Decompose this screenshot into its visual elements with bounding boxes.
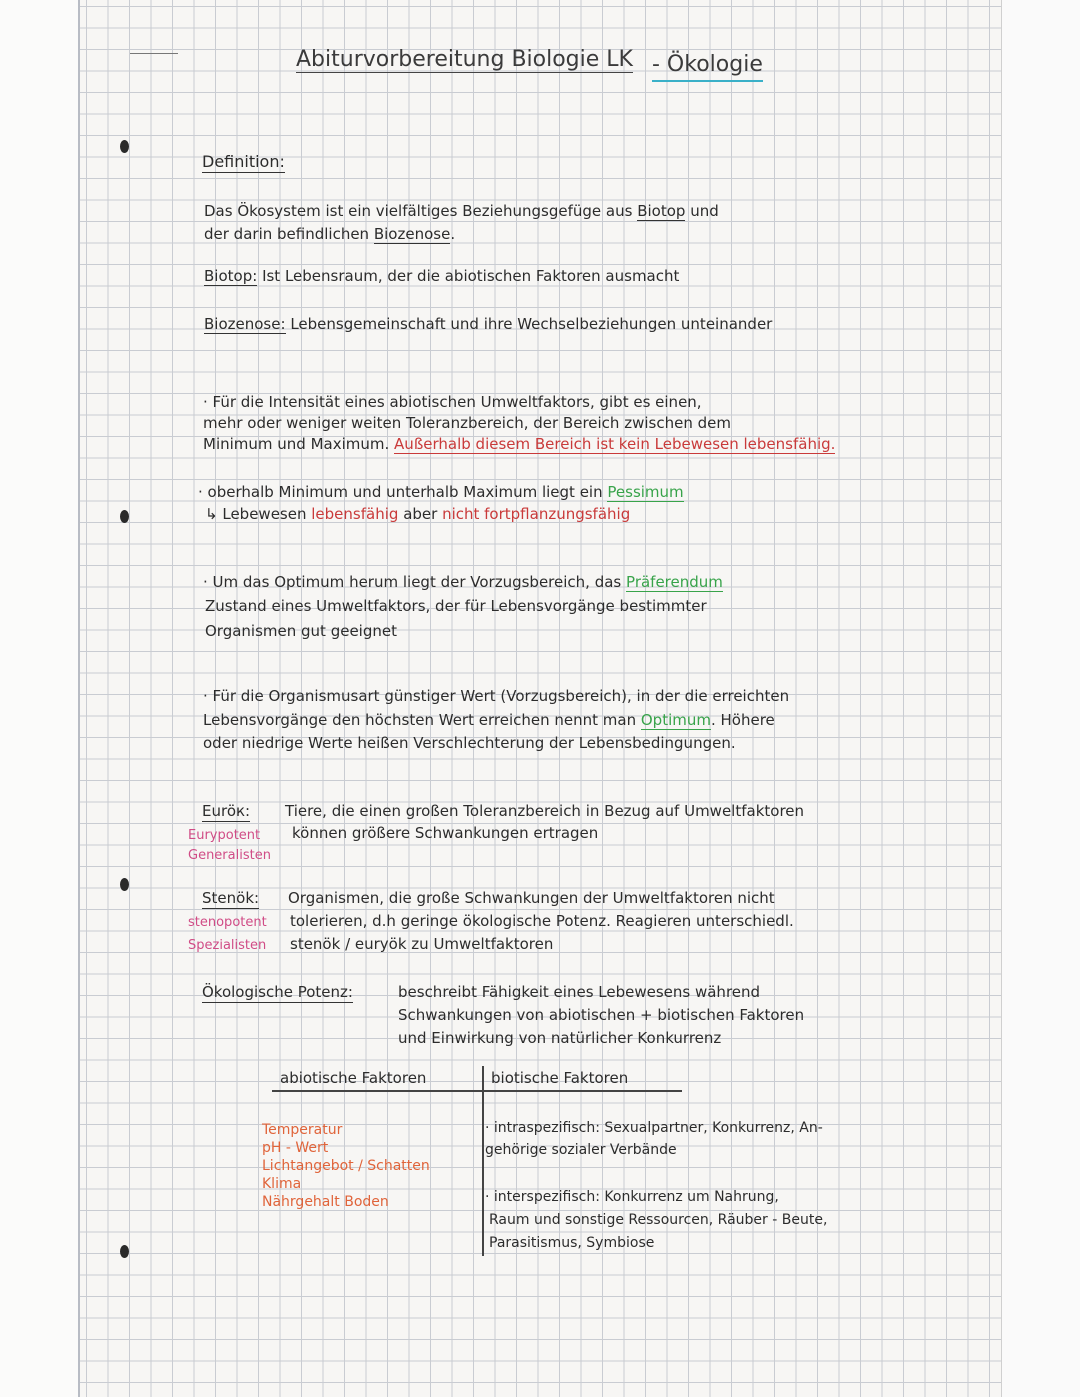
abiotic-item: Temperatur (262, 1122, 343, 1138)
table-header-biotic: biotische Faktoren (491, 1069, 629, 1087)
label-eurypotent: Eurypotent (188, 828, 261, 843)
term-optimum: Optimum (640, 711, 711, 729)
abiotic-item: Nährgehalt Boden (262, 1194, 389, 1210)
term-praeferendum: Präferendum (626, 573, 723, 591)
abiotic-item: Klima (262, 1176, 302, 1192)
potenz-line-3: und Einwirkung von natürlicher Konkurrenz (398, 1029, 722, 1047)
biotic-inter-line-2: Raum und sonstige Ressourcen, Räuber - Beute, (489, 1212, 828, 1228)
toleranz-line-1: · Für die Intensität eines abiotischen Umweltfaktors, gibt es einen, (203, 393, 702, 411)
optimum-line-2: Lebensvorgänge den höchsten Wert erreichen nennt man Optimum. Höhere (203, 711, 775, 729)
praeferendum-line-2: Zustand eines Umweltfaktors, der für Lebensvorgänge bestimmter (205, 597, 707, 615)
stenoek-line-3: stenök / euryök zu Umweltfaktoren (290, 935, 554, 953)
term-biotop: Biotop (637, 202, 686, 220)
praeferendum-line-3: Organismen gut geeignet (205, 622, 397, 640)
table-divider (482, 1066, 484, 1256)
abiotic-item: pH - Wert (262, 1140, 329, 1156)
term-stenoek: Stenök: (202, 889, 260, 907)
table-header-abiotic: abiotische Faktoren (280, 1069, 427, 1087)
term-euryoek: Euröк: (202, 802, 251, 820)
punch-hole (120, 1245, 129, 1258)
optimum-line-1: · Für die Organismusart günstiger Wert (Vorzugsbereich), in der die erreichten (203, 687, 790, 705)
definition-line-2: der darin befindlichen Biozenose. (204, 225, 456, 243)
optimum-line-3: oder niedrige Werte heißen Verschlechterung der Lebensbedingungen. (203, 734, 736, 752)
table-header-rule (272, 1090, 682, 1092)
term-pessimum: Pessimum (607, 483, 684, 501)
abiotic-item: Lichtangebot / Schatten (262, 1158, 430, 1174)
label-stenopotent: stenopotent (188, 915, 267, 930)
term-biozenose: Biozenose (373, 225, 451, 243)
biotic-intra-line-1: · intraspezifisch: Sexualpartner, Konkurrenz, An- (485, 1120, 823, 1136)
page-title-accent: - Ökologie (652, 52, 763, 82)
margin-line (78, 0, 80, 1397)
page-right-edge (1001, 0, 1080, 1397)
page-left-strip (0, 0, 78, 1397)
punch-hole (120, 878, 129, 891)
pessimum-line-2: ↳ Lebewesen lebensfähig aber nicht fortpflanzungsfähig (205, 505, 631, 523)
biotic-inter-line-3: Parasitismus, Symbiose (489, 1235, 655, 1251)
praeferendum-line-1: · Um das Optimum herum liegt der Vorzugsbereich, das Präferendum (203, 573, 723, 591)
page-title: Abiturvorbereitung Biologie LK (296, 47, 633, 72)
stenoek-line-1: Organismen, die große Schwankungen der Umweltfaktoren nicht (288, 889, 775, 907)
top-dash (130, 53, 178, 54)
biozenose-definition: Biozenose: Lebensgemeinschaft und ihre Wechselbeziehungen unteinander (204, 315, 773, 333)
biotic-inter-line-1: · interspezifisch: Konkurrenz um Nahrung, (485, 1189, 779, 1205)
euryoek-line-2: können größere Schwankungen ertragen (292, 824, 599, 842)
definition-line-1: Das Ökosystem ist ein vielfältiges Beziehungsgefüge aus Biotop und (204, 202, 719, 220)
biotop-definition: Biotop: Ist Lebensraum, der die abiotischen Faktoren ausmacht (204, 267, 680, 285)
toleranz-line-2: mehr oder weniger weiten Toleranzbereich, der Bereich zwischen dem (203, 414, 731, 432)
label-generalisten: Generalisten (188, 848, 271, 863)
biotic-intra-line-2: gehörige sozialer Verbände (485, 1142, 677, 1158)
pessimum-line-1: · oberhalb Minimum und unterhalb Maximum liegt ein Pessimum (198, 483, 684, 501)
potenz-line-2: Schwankungen von abiotischen + biotischen Faktoren (398, 1006, 805, 1024)
definition-heading: Definition: (202, 152, 285, 171)
toleranz-line-3: Minimum und Maximum. Außerhalb diesem Bereich ist kein Lebewesen lebensfähig. (203, 435, 836, 453)
euryoek-line-1: Tiere, die einen großen Toleranzbereich in Bezug auf Umweltfaktoren (285, 802, 805, 820)
term-oekologische-potenz: Ökologische Potenz: (202, 983, 353, 1001)
punch-hole (120, 140, 129, 153)
potenz-line-1: beschreibt Fähigkeit eines Lebewesens während (398, 983, 761, 1001)
label-spezialisten: Spezialisten (188, 938, 267, 953)
punch-hole (120, 510, 129, 523)
stenoek-line-2: tolerieren, d.h geringe ökologische Potenz. Reagieren unterschiedl. (290, 912, 794, 930)
